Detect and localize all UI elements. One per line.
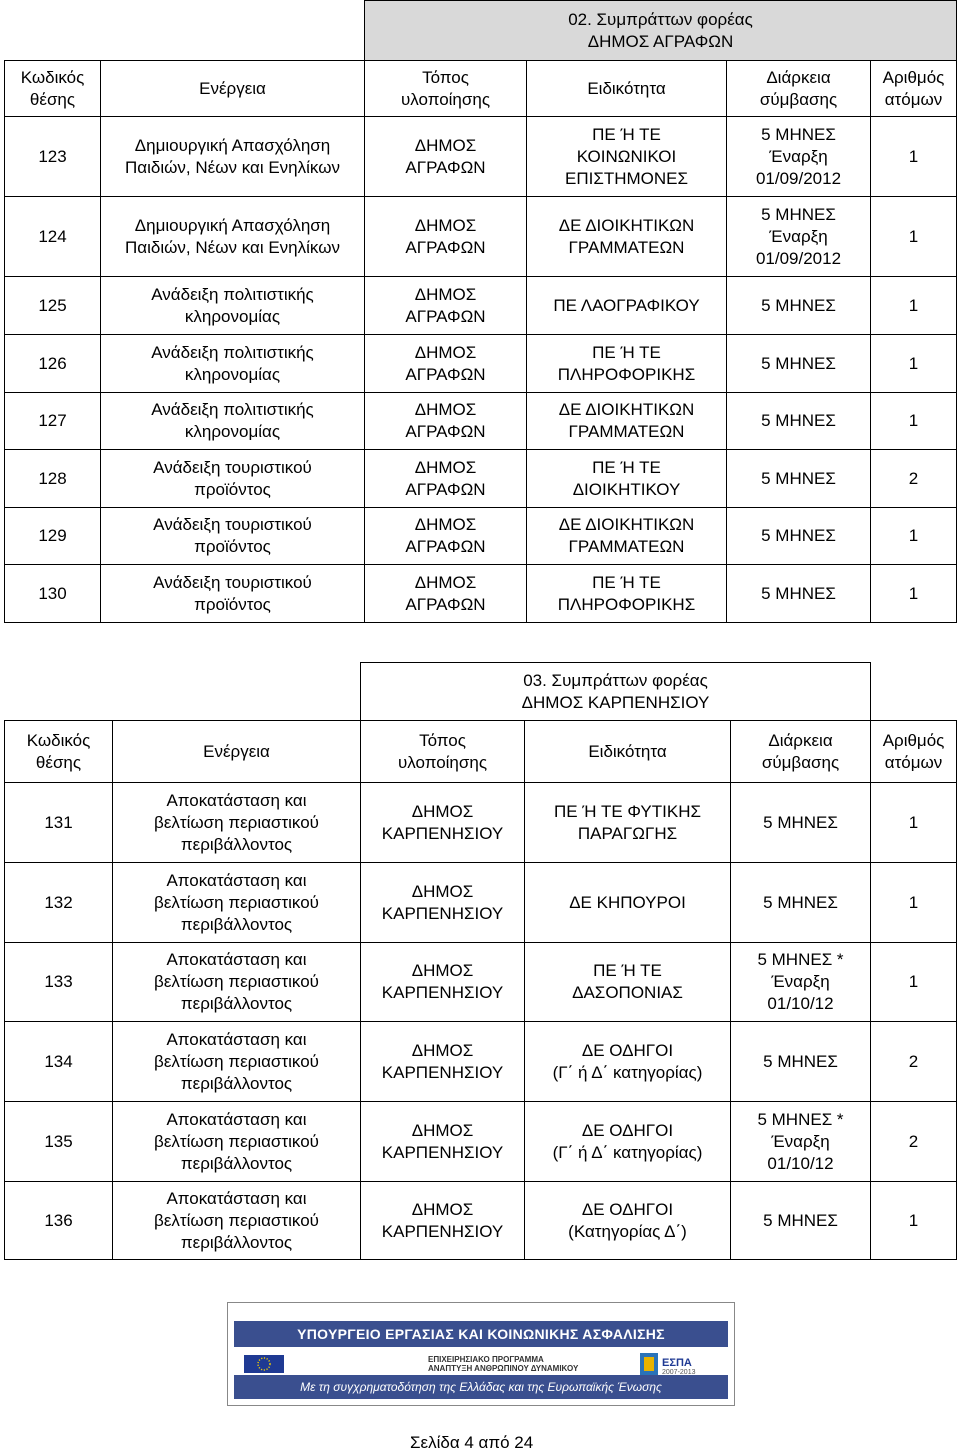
cell-code: 135 bbox=[5, 1102, 113, 1182]
cell-specialty: ΠΕ Ή ΤΕ ΚΟΙΝΩΝΙΚΟΙ ΕΠΙΣΤΗΜΟΝΕΣ bbox=[527, 117, 727, 197]
cell-action: Αποκατάσταση και βελτίωση περιαστικού περιβάλλοντος bbox=[113, 863, 361, 943]
cell-place: ΔΗΜΟΣ ΑΓΡΑΦΩΝ bbox=[365, 508, 527, 565]
cell-duration: 5 ΜΗΝΕΣ bbox=[727, 277, 871, 335]
cell-code: 124 bbox=[5, 197, 101, 277]
cell-action: Αποκατάσταση και βελτίωση περιαστικού περιβάλλοντος bbox=[113, 1102, 361, 1182]
cell-action: Ανάδειξη τουριστικού προϊόντος bbox=[101, 450, 365, 508]
cell-code: 127 bbox=[5, 393, 101, 450]
header-code: Κωδικός θέσης bbox=[5, 61, 101, 117]
table-row bbox=[5, 277, 957, 335]
table-row bbox=[5, 450, 957, 508]
cell-persons: 1 bbox=[871, 335, 957, 393]
cell-place: ΔΗΜΟΣ ΑΓΡΑΦΩΝ bbox=[365, 565, 527, 623]
cell-persons: 1 bbox=[871, 117, 957, 197]
cell-action: Ανάδειξη τουριστικού προϊόντος bbox=[101, 508, 365, 565]
ministry-banner: ΥΠΟΥΡΓΕΙΟ ΕΡΓΑΣΙΑΣ ΚΑΙ ΚΟΙΝΩΝΙΚΗΣ ΑΣΦΑΛΙΣΗΣ bbox=[234, 1321, 728, 1347]
cell-specialty: ΠΕ Ή ΤΕ ΠΛΗΡΟΦΟΡΙΚΗΣ bbox=[527, 335, 727, 393]
cell-persons: 1 bbox=[871, 863, 957, 943]
cell-action: Αποκατάσταση και βελτίωση περιαστικού περιβάλλοντος bbox=[113, 1022, 361, 1102]
cell-code: 126 bbox=[5, 335, 101, 393]
cell-duration: 5 ΜΗΝΕΣ bbox=[731, 863, 871, 943]
cell-place: ΔΗΜΟΣ ΚΑΡΠΕΝΗΣΙΟΥ bbox=[361, 1182, 525, 1260]
header-row bbox=[5, 721, 957, 783]
table-row bbox=[5, 565, 957, 623]
cell-code: 125 bbox=[5, 277, 101, 335]
table-row bbox=[5, 783, 957, 863]
cell-specialty: ΠΕ ΛΑΟΓΡΑΦΙΚΟΥ bbox=[527, 277, 727, 335]
cell-duration: 5 ΜΗΝΕΣ bbox=[727, 565, 871, 623]
cell-specialty: ΔΕ ΔΙΟΙΚΗΤΙΚΩΝ ΓΡΑΜΜΑΤΕΩΝ bbox=[527, 197, 727, 277]
table-row bbox=[5, 1182, 957, 1260]
cell-duration: 5 ΜΗΝΕΣ bbox=[731, 1182, 871, 1260]
cell-specialty: ΠΕ Ή ΤΕ ΔΑΣΟΠΟΝΙΑΣ bbox=[525, 943, 731, 1022]
cell-duration: 5 ΜΗΝΕΣ * Έναρξη 01/10/12 bbox=[731, 943, 871, 1022]
cell-place: ΔΗΜΟΣ ΚΑΡΠΕΝΗΣΙΟΥ bbox=[361, 1102, 525, 1182]
cell-specialty: ΔΕ ΟΔΗΓΟΙ (Κατηγορίας Δ΄) bbox=[525, 1182, 731, 1260]
caption-line1: 02. Συμπράττων φορέας bbox=[568, 9, 753, 29]
cell-duration: 5 ΜΗΝΕΣ Έναρξη 01/09/2012 bbox=[727, 197, 871, 277]
espa-logo-icon bbox=[640, 1353, 724, 1375]
cell-specialty: ΔΕ ΚΗΠΟΥΡΟΙ bbox=[525, 863, 731, 943]
cell-action: Αποκατάσταση και βελτίωση περιαστικού περιβάλλοντος bbox=[113, 783, 361, 863]
cell-action: Δημιουργική Απασχόληση Παιδιών, Νέων και Ενηλίκων bbox=[101, 117, 365, 197]
cell-place: ΔΗΜΟΣ ΑΓΡΑΦΩΝ bbox=[365, 335, 527, 393]
header-duration: Διάρκεια σύμβασης bbox=[731, 721, 871, 783]
cell-persons: 1 bbox=[871, 943, 957, 1022]
header-row bbox=[5, 61, 957, 117]
table-row bbox=[5, 117, 957, 197]
espa-years: 2007-2013 bbox=[662, 1369, 696, 1375]
cell-specialty: ΠΕ Ή ΤΕ ΔΙΟΙΚΗΤΙΚΟΥ bbox=[527, 450, 727, 508]
cell-code: 136 bbox=[5, 1182, 113, 1260]
cell-place: ΔΗΜΟΣ ΚΑΡΠΕΝΗΣΙΟΥ bbox=[361, 943, 525, 1022]
cell-action: Ανάδειξη τουριστικού προϊόντος bbox=[101, 565, 365, 623]
cell-place: ΔΗΜΟΣ ΚΑΡΠΕΝΗΣΙΟΥ bbox=[361, 1022, 525, 1102]
cell-persons: 1 bbox=[871, 393, 957, 450]
cell-place: ΔΗΜΟΣ ΚΑΡΠΕΝΗΣΙΟΥ bbox=[361, 783, 525, 863]
table-caption bbox=[361, 663, 871, 721]
espa-label: ΕΣΠΑ bbox=[662, 1357, 692, 1369]
cell-specialty: ΠΕ Ή ΤΕ ΠΛΗΡΟΦΟΡΙΚΗΣ bbox=[527, 565, 727, 623]
cell-code: 123 bbox=[5, 117, 101, 197]
header-specialty: Ειδικότητα bbox=[525, 721, 731, 783]
header-specialty: Ειδικότητα bbox=[527, 61, 727, 117]
header-duration: Διάρκεια σύμβασης bbox=[727, 61, 871, 117]
cell-specialty: ΔΕ ΟΔΗΓΟΙ (Γ΄ ή Δ΄ κατηγορίας) bbox=[525, 1022, 731, 1102]
cell-place: ΔΗΜΟΣ ΑΓΡΑΦΩΝ bbox=[365, 117, 527, 197]
cell-persons: 2 bbox=[871, 1102, 957, 1182]
cell-duration: 5 ΜΗΝΕΣ bbox=[727, 393, 871, 450]
cell-persons: 2 bbox=[871, 450, 957, 508]
cell-action: Αποκατάσταση και βελτίωση περιαστικού περιβάλλοντος bbox=[113, 1182, 361, 1260]
cell-action: Ανάδειξη πολιτιστικής κληρονομίας bbox=[101, 335, 365, 393]
table-row bbox=[5, 943, 957, 1022]
table-row bbox=[5, 863, 957, 943]
cell-persons: 1 bbox=[871, 197, 957, 277]
cell-action: Ανάδειξη πολιτιστικής κληρονομίας bbox=[101, 393, 365, 450]
table-row bbox=[5, 335, 957, 393]
page-number: Σελίδα 4 από 24 bbox=[410, 1433, 534, 1452]
cell-code: 134 bbox=[5, 1022, 113, 1102]
table-row bbox=[5, 197, 957, 277]
cell-code: 133 bbox=[5, 943, 113, 1022]
cell-specialty: ΔΕ ΟΔΗΓΟΙ (Γ΄ ή Δ΄ κατηγορίας) bbox=[525, 1102, 731, 1182]
cell-duration: 5 ΜΗΝΕΣ bbox=[731, 1022, 871, 1102]
caption-line2: ΔΗΜΟΣ ΚΑΡΠΕΝΗΣΙΟΥ bbox=[521, 692, 710, 712]
cell-duration: 5 ΜΗΝΕΣ bbox=[731, 783, 871, 863]
table-dimos-agrafon bbox=[4, 0, 957, 623]
cell-action: Αποκατάσταση και βελτίωση περιαστικού περιβάλλοντος bbox=[113, 943, 361, 1022]
header-place: Τόπος υλοποίησης bbox=[365, 61, 527, 117]
table-row bbox=[5, 1022, 957, 1102]
cell-persons: 2 bbox=[871, 1022, 957, 1102]
cell-place: ΔΗΜΟΣ ΚΑΡΠΕΝΗΣΙΟΥ bbox=[361, 863, 525, 943]
cell-code: 128 bbox=[5, 450, 101, 508]
header-action: Ενέργεια bbox=[113, 721, 361, 783]
cofinance-banner bbox=[227, 1302, 735, 1406]
header-persons: Αριθμός ατόμων bbox=[871, 61, 957, 117]
table-row bbox=[5, 393, 957, 450]
cofinance-text: Με τη συγχρηματοδότηση της Ελλάδας και της Ευρωπαϊκής Ένωσης bbox=[234, 1375, 728, 1399]
cell-code: 132 bbox=[5, 863, 113, 943]
cell-persons: 1 bbox=[871, 508, 957, 565]
header-action: Ενέργεια bbox=[101, 61, 365, 117]
cell-code: 129 bbox=[5, 508, 101, 565]
cell-place: ΔΗΜΟΣ ΑΓΡΑΦΩΝ bbox=[365, 450, 527, 508]
cell-code: 130 bbox=[5, 565, 101, 623]
cell-persons: 1 bbox=[871, 1182, 957, 1260]
table-caption bbox=[365, 1, 957, 61]
eu-flag-icon bbox=[244, 1355, 284, 1373]
cell-code: 131 bbox=[5, 783, 113, 863]
cell-specialty: ΔΕ ΔΙΟΙΚΗΤΙΚΩΝ ΓΡΑΜΜΑΤΕΩΝ bbox=[527, 508, 727, 565]
cell-action: Ανάδειξη πολιτιστικής κληρονομίας bbox=[101, 277, 365, 335]
cell-place: ΔΗΜΟΣ ΑΓΡΑΦΩΝ bbox=[365, 277, 527, 335]
caption-line2: ΔΗΜΟΣ ΑΓΡΑΦΩΝ bbox=[587, 31, 734, 51]
cell-specialty: ΠΕ Ή ΤΕ ΦΥΤΙΚΗΣ ΠΑΡΑΓΩΓΗΣ bbox=[525, 783, 731, 863]
cell-duration: 5 ΜΗΝΕΣ * Έναρξη 01/10/12 bbox=[731, 1102, 871, 1182]
cell-duration: 5 ΜΗΝΕΣ bbox=[727, 508, 871, 565]
cell-persons: 1 bbox=[871, 277, 957, 335]
caption-line1: 03. Συμπράττων φορέας bbox=[523, 670, 708, 690]
table-dimos-karpenisiou bbox=[4, 662, 957, 1260]
cell-place: ΔΗΜΟΣ ΑΓΡΑΦΩΝ bbox=[365, 393, 527, 450]
cell-duration: 5 ΜΗΝΕΣ bbox=[727, 450, 871, 508]
header-code: Κωδικός θέσης bbox=[5, 721, 113, 783]
cell-duration: 5 ΜΗΝΕΣ bbox=[727, 335, 871, 393]
cell-specialty: ΔΕ ΔΙΟΙΚΗΤΙΚΩΝ ΓΡΑΜΜΑΤΕΩΝ bbox=[527, 393, 727, 450]
cell-persons: 1 bbox=[871, 565, 957, 623]
cell-persons: 1 bbox=[871, 783, 957, 863]
header-place: Τόπος υλοποίησης bbox=[361, 721, 525, 783]
cell-action: Δημιουργική Απασχόληση Παιδιών, Νέων και Ενηλίκων bbox=[101, 197, 365, 277]
program-logo: ΕΠΙΧΕΙΡΗΣΙΑΚΟ ΠΡΟΓΡΑΜΜΑ ΑΝΑΠΤΥΞΗ ΑΝΘΡΩΠΙΝΟΥ ΔΥΝΑΜΙΚΟΥ bbox=[428, 1355, 579, 1373]
table-row bbox=[5, 508, 957, 565]
cell-place: ΔΗΜΟΣ ΑΓΡΑΦΩΝ bbox=[365, 197, 527, 277]
header-persons: Αριθμός ατόμων bbox=[871, 721, 957, 783]
table-row bbox=[5, 1102, 957, 1182]
cell-duration: 5 ΜΗΝΕΣ Έναρξη 01/09/2012 bbox=[727, 117, 871, 197]
